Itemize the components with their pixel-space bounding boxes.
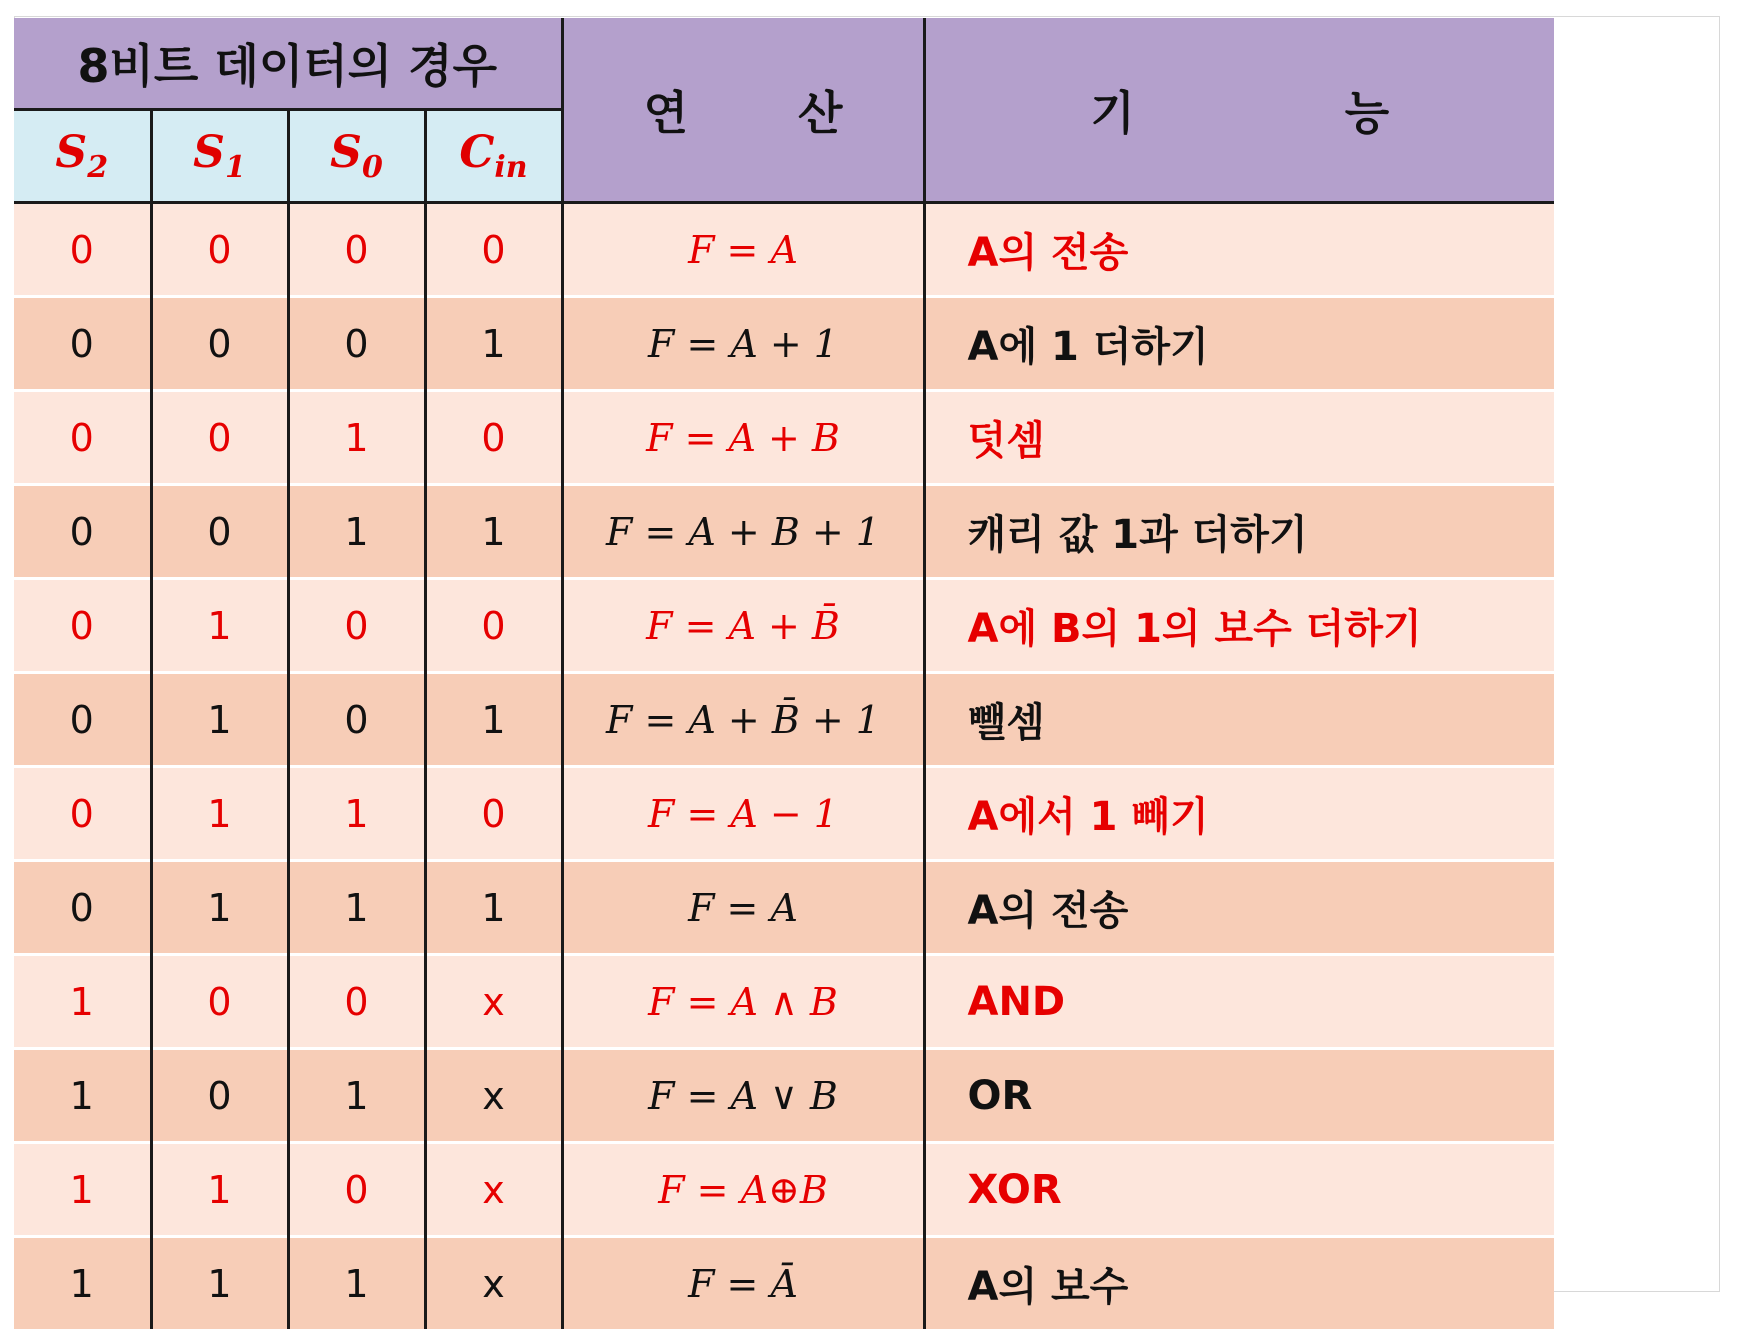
cell-s1: 1 (151, 767, 288, 861)
table-row (14, 297, 1554, 391)
cell-operation: F = Ā (562, 1237, 924, 1329)
cell-cin: 1 (425, 297, 562, 391)
table-row (14, 673, 1554, 767)
cell-function: 뺄셈 (924, 673, 1554, 767)
cell-operation: F = A + 1 (562, 297, 924, 391)
cell-s0: 0 (288, 579, 425, 673)
cell-operation: F = A (562, 203, 924, 297)
cell-s0: 0 (288, 203, 425, 297)
cell-s1: 1 (151, 1237, 288, 1329)
operation-header-char-2: 산 (798, 86, 842, 140)
group-header: 8비트 데이터의 경우 (14, 18, 562, 110)
cell-s1: 1 (151, 1143, 288, 1237)
cell-s2: 0 (14, 485, 151, 579)
cell-function: A에서 1 빼기 (924, 767, 1554, 861)
function-header-char-1: 기 (1090, 86, 1134, 140)
cell-s2: 0 (14, 391, 151, 485)
cell-s0: 1 (288, 1237, 425, 1329)
cell-s0: 1 (288, 1049, 425, 1143)
cell-function: A의 보수 (924, 1237, 1554, 1329)
cell-operation: F = A − 1 (562, 767, 924, 861)
table-row (14, 1237, 1554, 1329)
table-row (14, 1143, 1554, 1237)
cell-cin: x (425, 1049, 562, 1143)
cell-s1: 0 (151, 391, 288, 485)
cell-cin: 0 (425, 391, 562, 485)
cell-s0: 1 (288, 391, 425, 485)
cell-s1: 0 (151, 1049, 288, 1143)
cell-function: A의 전송 (924, 203, 1554, 297)
cell-s0: 0 (288, 673, 425, 767)
cell-operation: F = A + B̄ + 1 (562, 673, 924, 767)
table-row (14, 955, 1554, 1049)
operation-header (562, 18, 924, 203)
table-row (14, 579, 1554, 673)
cell-operation: F = A (562, 861, 924, 955)
cell-function: 캐리 값 1과 더하기 (924, 485, 1554, 579)
cell-s2: 0 (14, 861, 151, 955)
cell-s2: 0 (14, 767, 151, 861)
cell-cin: x (425, 1143, 562, 1237)
cell-s1: 1 (151, 861, 288, 955)
cell-s1: 0 (151, 955, 288, 1049)
col-header-s1: $S_1$ (151, 110, 288, 203)
table-row (14, 767, 1554, 861)
cell-s2: 1 (14, 1049, 151, 1143)
cell-function: A에 1 더하기 (924, 297, 1554, 391)
cell-s2: 1 (14, 955, 151, 1049)
cell-s0: 0 (288, 955, 425, 1049)
cell-s1: 0 (151, 485, 288, 579)
cell-operation: F = A + B + 1 (562, 485, 924, 579)
cell-cin: 1 (425, 861, 562, 955)
cell-cin: 0 (425, 767, 562, 861)
cell-s1: 1 (151, 579, 288, 673)
cell-operation: F = A + B (562, 391, 924, 485)
cell-s0: 1 (288, 767, 425, 861)
cell-cin: 0 (425, 579, 562, 673)
cell-s1: 0 (151, 297, 288, 391)
function-header-char-2: 능 (1345, 86, 1389, 140)
cell-function: OR (924, 1049, 1554, 1143)
function-header (924, 18, 1554, 203)
cell-cin: x (425, 955, 562, 1049)
operation-header-char-1: 연 (644, 86, 688, 140)
cell-function: A의 전송 (924, 861, 1554, 955)
alu-function-table (14, 18, 1554, 1329)
cell-s2: 0 (14, 297, 151, 391)
col-header-s0: $S_0$ (288, 110, 425, 203)
cell-s2: 0 (14, 673, 151, 767)
cell-s2: 0 (14, 579, 151, 673)
table-row (14, 1049, 1554, 1143)
cell-s2: 1 (14, 1143, 151, 1237)
cell-s2: 0 (14, 203, 151, 297)
cell-s0: 0 (288, 1143, 425, 1237)
cell-operation: F = A ∧ B (562, 955, 924, 1049)
cell-operation: F = A⊕B (562, 1143, 924, 1237)
cell-function: XOR (924, 1143, 1554, 1237)
cell-cin: x (425, 1237, 562, 1329)
cell-s2: 1 (14, 1237, 151, 1329)
cell-s0: 1 (288, 485, 425, 579)
cell-operation: F = A ∨ B (562, 1049, 924, 1143)
cell-s0: 1 (288, 861, 425, 955)
cell-cin: 0 (425, 203, 562, 297)
col-header-cin: $C_{in}$ (425, 110, 562, 203)
cell-function: 덧셈 (924, 391, 1554, 485)
cell-operation: F = A + B̄ (562, 579, 924, 673)
cell-cin: 1 (425, 485, 562, 579)
cell-cin: 1 (425, 673, 562, 767)
table-row (14, 203, 1554, 297)
cell-s1: 0 (151, 203, 288, 297)
cell-function: A에 B의 1의 보수 더하기 (924, 579, 1554, 673)
cell-s0: 0 (288, 297, 425, 391)
cell-function: AND (924, 955, 1554, 1049)
cell-s1: 1 (151, 673, 288, 767)
table-row (14, 485, 1554, 579)
table-row (14, 861, 1554, 955)
col-header-s2: $S_2$ (14, 110, 151, 203)
table-row (14, 391, 1554, 485)
